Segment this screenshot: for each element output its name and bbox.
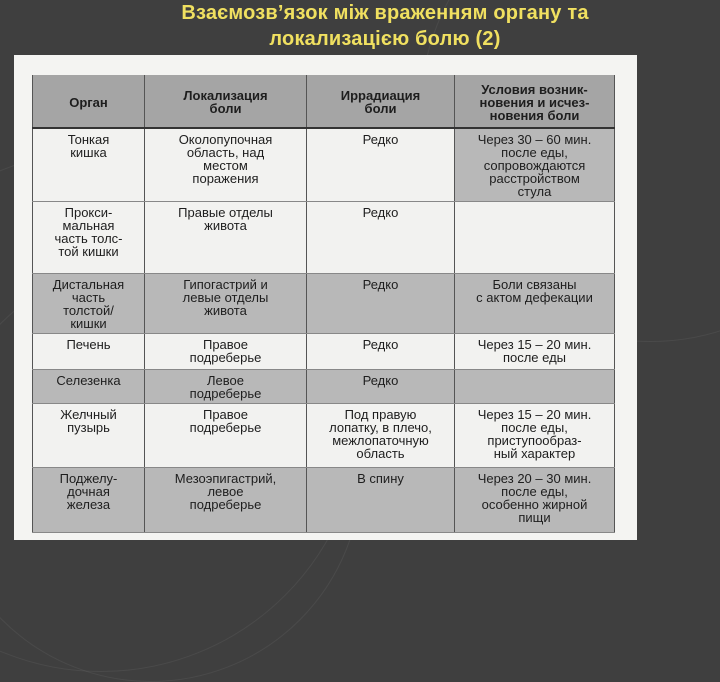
slide-title [0, 0, 720, 52]
table-cell: Редко [307, 128, 455, 201]
table-cell: Мезоэпигастрий, левое подреберье [145, 467, 307, 532]
table-cell: Через 15 – 20 мин. после еды [455, 333, 615, 369]
table-cell: Правое подреберье [145, 333, 307, 369]
table-cell: Прокси- мальная часть толс- той кишки [33, 201, 145, 273]
table-cell: Правое подреберье [145, 403, 307, 467]
table-cell [455, 201, 615, 273]
table-cell: Селезенка [33, 369, 145, 403]
table-cell: В спину [307, 467, 455, 532]
table-cell: Тонкая кишка [33, 128, 145, 201]
header-pain-irradiation: Иррадиация боли [307, 75, 455, 128]
table-cell: Через 20 – 30 мин. после еды, особенно жирной пищи [455, 467, 615, 532]
table-cell: Гипогастрий и левые отделы живота [145, 273, 307, 333]
table-cell: Через 15 – 20 мин. после еды, приступообраз- ный характер [455, 403, 615, 467]
table-row [33, 403, 615, 467]
table-cell: Редко [307, 201, 455, 273]
table-row [33, 273, 615, 333]
table-cell [455, 369, 615, 403]
table-cell: Правые отделы живота [145, 201, 307, 273]
table-cell: Поджелу- дочная железа [33, 467, 145, 532]
header-pain-location: Локализация боли [145, 75, 307, 128]
table-header-row [33, 75, 615, 128]
header-organ: Орган [33, 75, 145, 128]
scanned-table-image [14, 55, 637, 540]
table-cell: Дистальная часть толстой/ кишки [33, 273, 145, 333]
table-cell: Под правую лопатку, в плечо, межлопаточную область [307, 403, 455, 467]
table-row [33, 333, 615, 369]
organ-pain-table [32, 75, 615, 533]
table-cell: Околопупочная область, над местом поражения [145, 128, 307, 201]
table-cell: Печень [33, 333, 145, 369]
table-cell: Редко [307, 369, 455, 403]
slide-title-line-2: локализацією болю (2) [269, 28, 501, 50]
table-row [33, 467, 615, 532]
table-row [33, 201, 615, 273]
table-row [33, 369, 615, 403]
table-cell: Боли связаны с актом дефекации [455, 273, 615, 333]
header-pain-conditions: Условия возник- новения и исчез- новения боли [455, 75, 615, 128]
slide-title-line-1: Взаємозв’язок між враженням органу та [181, 2, 589, 24]
table-cell: Желчный пузырь [33, 403, 145, 467]
table-cell: Левое подреберье [145, 369, 307, 403]
table-row [33, 128, 615, 201]
table-cell: Редко [307, 273, 455, 333]
table-cell: Через 30 – 60 мин. после еды, сопровождаются расстройством стула [455, 128, 615, 201]
table-cell: Редко [307, 333, 455, 369]
